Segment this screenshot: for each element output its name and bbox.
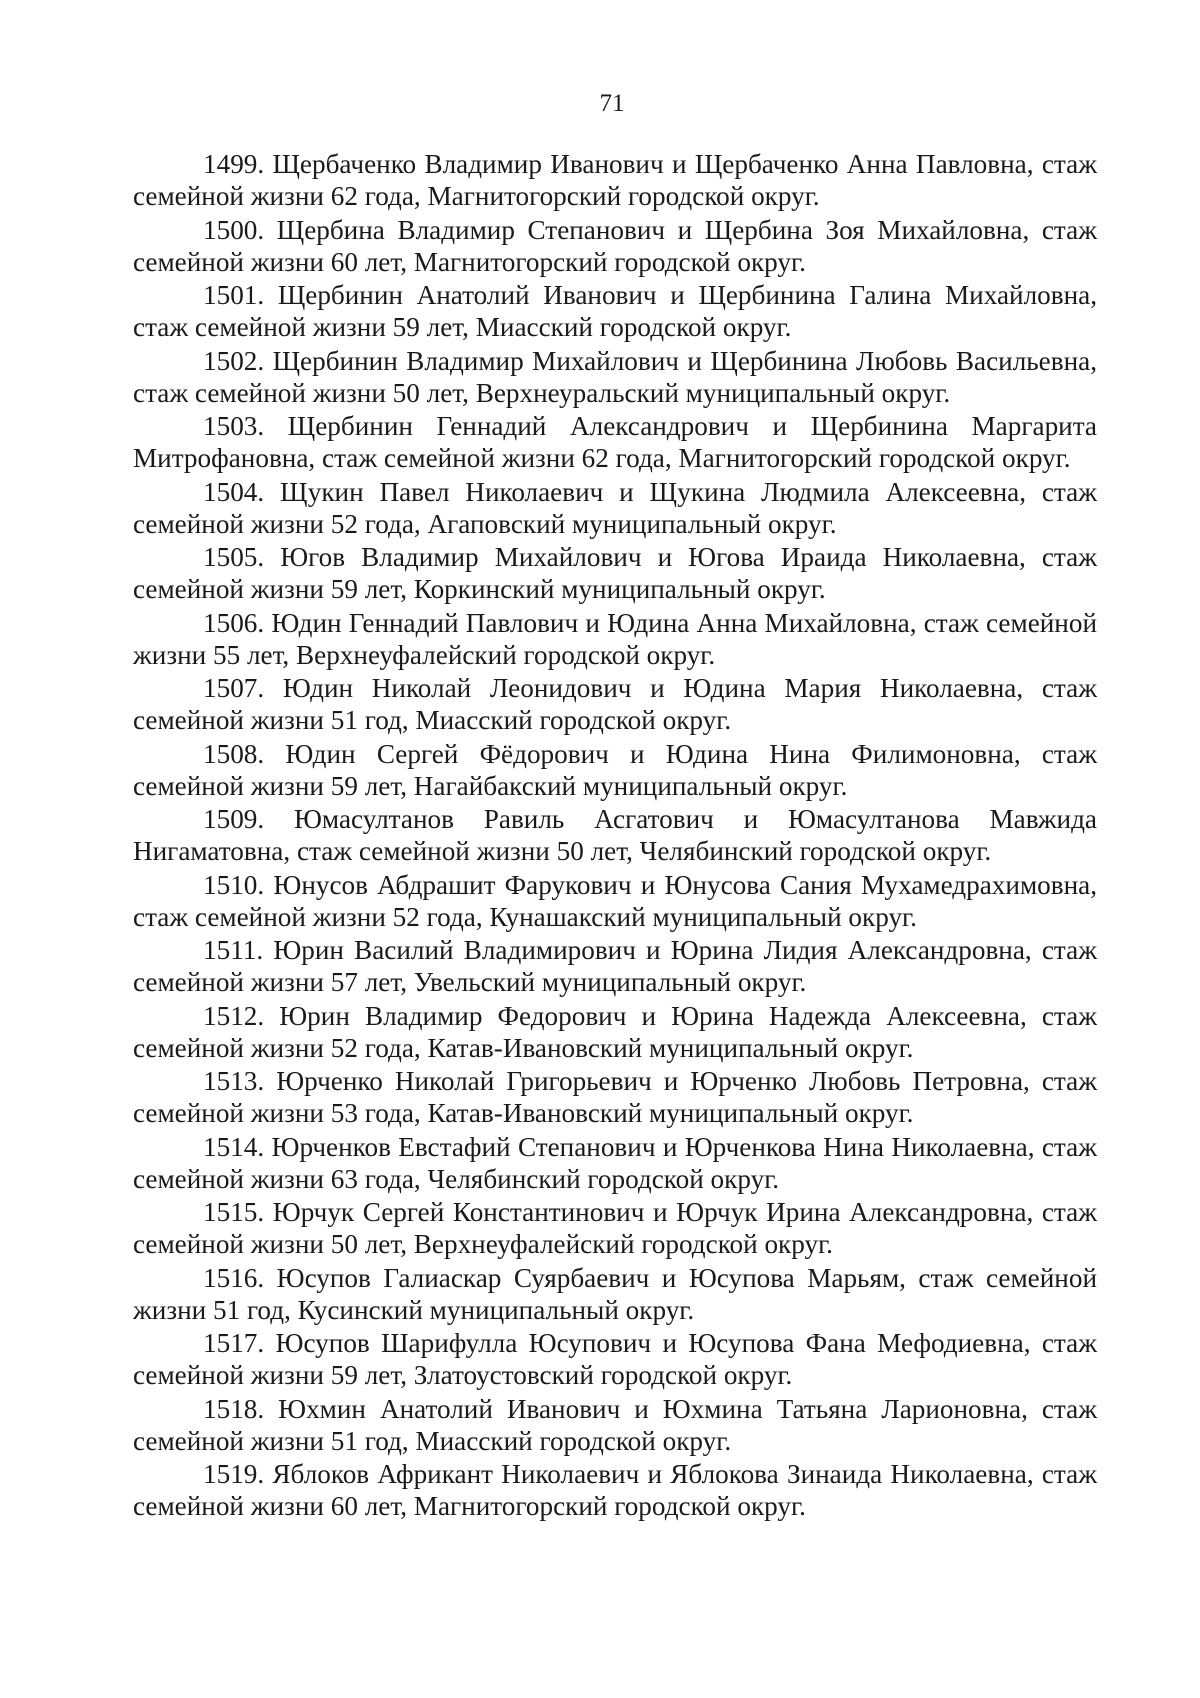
list-item: 1501. Щербинин Анатолий Иванович и Щербинина Галина Михайловна, стаж семейной жизни 59 лет, Миасский городской округ.: [133, 280, 1097, 342]
list-item: 1502. Щербинин Владимир Михайлович и Щербинина Любовь Васильевна, стаж семейной жизни 50 лет, Верхнеуральский муниципальный округ.: [133, 345, 1097, 408]
list-item: 1515. Юрчук Сергей Константинович и Юрчук Ирина Александровна, стаж семейной жизни 50 лет, Верхнеуфалейский городской округ.: [133, 1197, 1097, 1259]
list-item: 1499. Щербаченко Владимир Иванович и Щербаченко Анна Павловна, стаж семейной жизни 62 года, Магнитогорский городской округ.: [133, 149, 1097, 211]
list-item: 1516. Юсупов Галиаскар Суярбаевич и Юсупова Марьям, стаж семейной жизни 51 год, Кусинский муниципальный округ.: [133, 1262, 1097, 1325]
list-item: 1506. Юдин Геннадий Павлович и Юдина Анна Михайловна, стаж семейной жизни 55 лет, Верхнеуфалейский городской округ.: [133, 607, 1097, 670]
list-item: 1518. Юхмин Анатолий Иванович и Юхмина Татьяна Ларионовна, стаж семейной жизни 51 год, Миасский городской округ.: [133, 1393, 1097, 1456]
list-item: 1508. Юдин Сергей Фёдорович и Юдина Нина Филимоновна, стаж семейной жизни 59 лет, Нагайбакский муниципальный округ.: [133, 738, 1097, 801]
list-item: 1513. Юрченко Николай Григорьевич и Юрченко Любовь Петровна, стаж семейной жизни 53 года, Катав-Ивановский муниципальный округ.: [133, 1066, 1097, 1128]
list-item: 1511. Юрин Василий Владимирович и Юрина Лидия Александровна, стаж семейной жизни 57 лет, Увельский муниципальный округ.: [133, 935, 1097, 997]
list-item: 1505. Югов Владимир Михайлович и Югова Ираида Николаевна, стаж семейной жизни 59 лет, Коркинский муниципальный округ.: [133, 542, 1097, 604]
list-item: 1507. Юдин Николай Леонидович и Юдина Мария Николаевна, стаж семейной жизни 51 год, Миасский городской округ.: [133, 673, 1097, 735]
entry-list: [133, 148, 1097, 1524]
list-item: 1519. Яблоков Африкант Николаевич и Яблокова Зинаида Николаевна, стаж семейной жизни 60 лет, Магнитогорский городской округ.: [133, 1459, 1097, 1521]
list-item: 1517. Юсупов Шарифулла Юсупович и Юсупова Фана Мефодиевна, стаж семейной жизни 59 лет, Златоустовский городской округ.: [133, 1328, 1097, 1390]
list-item: 1503. Щербинин Геннадий Александрович и Щербинина Маргарита Митрофановна, стаж семейной жизни 62 года, Магнитогорский городской округ.: [133, 411, 1097, 473]
list-item: 1509. Юмасултанов Равиль Асгатович и Юмасултанова Мавжида Нигаматовна, стаж семейной жизни 50 лет, Челябинский городской округ.: [133, 804, 1097, 866]
list-item: 1514. Юрченков Евстафий Степанович и Юрченкова Нина Николаевна, стаж семейной жизни 63 года, Челябинский городской округ.: [133, 1131, 1097, 1194]
list-item: 1510. Юнусов Абдрашит Фарукович и Юнусова Сания Мухамедрахимовна, стаж семейной жизни 52 года, Кунашакский муниципальный округ.: [133, 869, 1097, 932]
list-item: 1512. Юрин Владимир Федорович и Юрина Надежда Алексеевна, стаж семейной жизни 52 года, Катав-Ивановский муниципальный округ.: [133, 1000, 1097, 1063]
list-item: 1504. Щукин Павел Николаевич и Щукина Людмила Алексеевна, стаж семейной жизни 52 года, Агаповский муниципальный округ.: [133, 476, 1097, 539]
list-item: 1500. Щербина Владимир Степанович и Щербина Зоя Михайловна, стаж семейной жизни 60 лет, Магнитогорский городской округ.: [133, 214, 1097, 277]
page-number: 71: [599, 90, 625, 117]
